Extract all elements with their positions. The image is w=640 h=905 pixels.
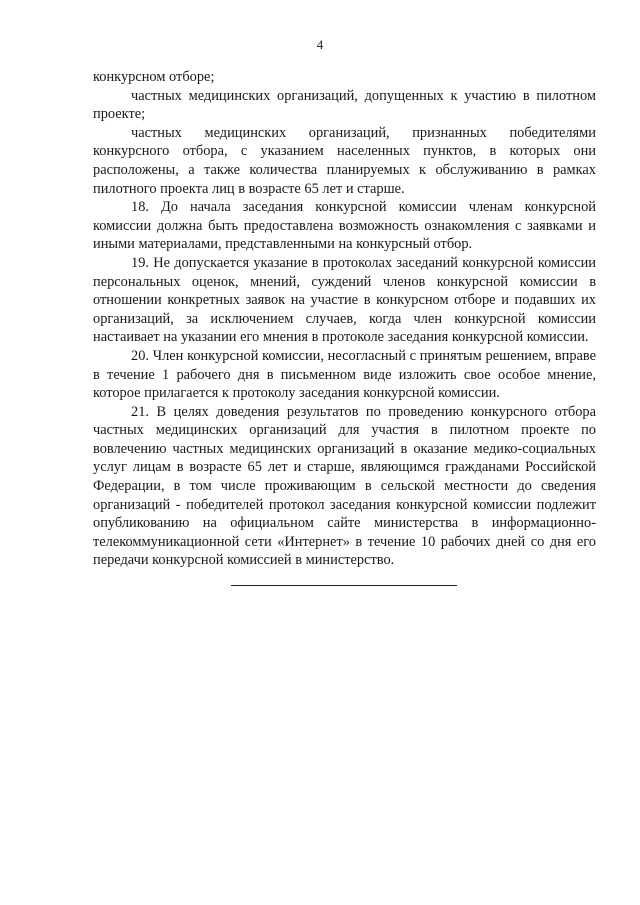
paragraph-clause-18: 18. До начала заседания конкурсной комиссии членам конкурсной комиссии должна быть предоставлена возможность ознакомления с заявками и иными материалами, представленными на конкурсный отбор. — [93, 199, 596, 253]
paragraph-clause-19: 19. Не допускается указание в протоколах заседаний конкурсной комиссии персональных оценок, мнений, суждений членов конкурсной комиссии в отношении конкретных заявок на участие в конкурсном отборе и подавших их организаций, за исключением случаев, когда член конкурсной комиссии настаивает на указании его мнения в протоколе заседания конкурсной комиссии. — [93, 254, 596, 346]
paragraph-clause-20: 20. Член конкурсной комиссии, несогласный с принятым решением, вправе в течение 1 рабочего дня в письменном виде изложить свое особое мнение, которое прилагается к протоколу заседания конкурсной комиссии. — [93, 347, 596, 402]
document-body — [93, 68, 596, 570]
paragraph-list-item-admitted: частных медицинских организаций, допущенных к участию в пилотном проекте; — [93, 87, 596, 123]
end-separator-line — [231, 585, 457, 586]
paragraph-clause-21: 21. В целях доведения результатов по проведению конкурсного отбора частных медицинских организаций для участия в пилотном проекте по вовлечению частных медицинских организаций в оказание медико-социальных услуг лицам в возрасте 65 лет и старше, являющимся гражданами Российской Федерации, в том числе проживающим в сельской местности до сведения организаций - победителей протокол заседания конкурсной комиссии подлежит опубликованию на официальном сайте министерства в информационно-телекоммуникационной сети «Интернет» в течение 10 рабочих дней со дня его передачи конкурсной комиссией в министерство. — [93, 403, 596, 569]
paragraph-list-continuation: конкурсном отборе; — [93, 69, 215, 85]
page-number: 4 — [316, 37, 324, 52]
paragraph-list-item-winners: частных медицинских организаций, признанных победителями конкурсного отбора, с указанием населенных пунктов, в которых они расположены, а также количества планируемых к обслуживанию в рамках пилотного проекта лиц в возрасте 65 лет и старше. — [93, 124, 596, 197]
